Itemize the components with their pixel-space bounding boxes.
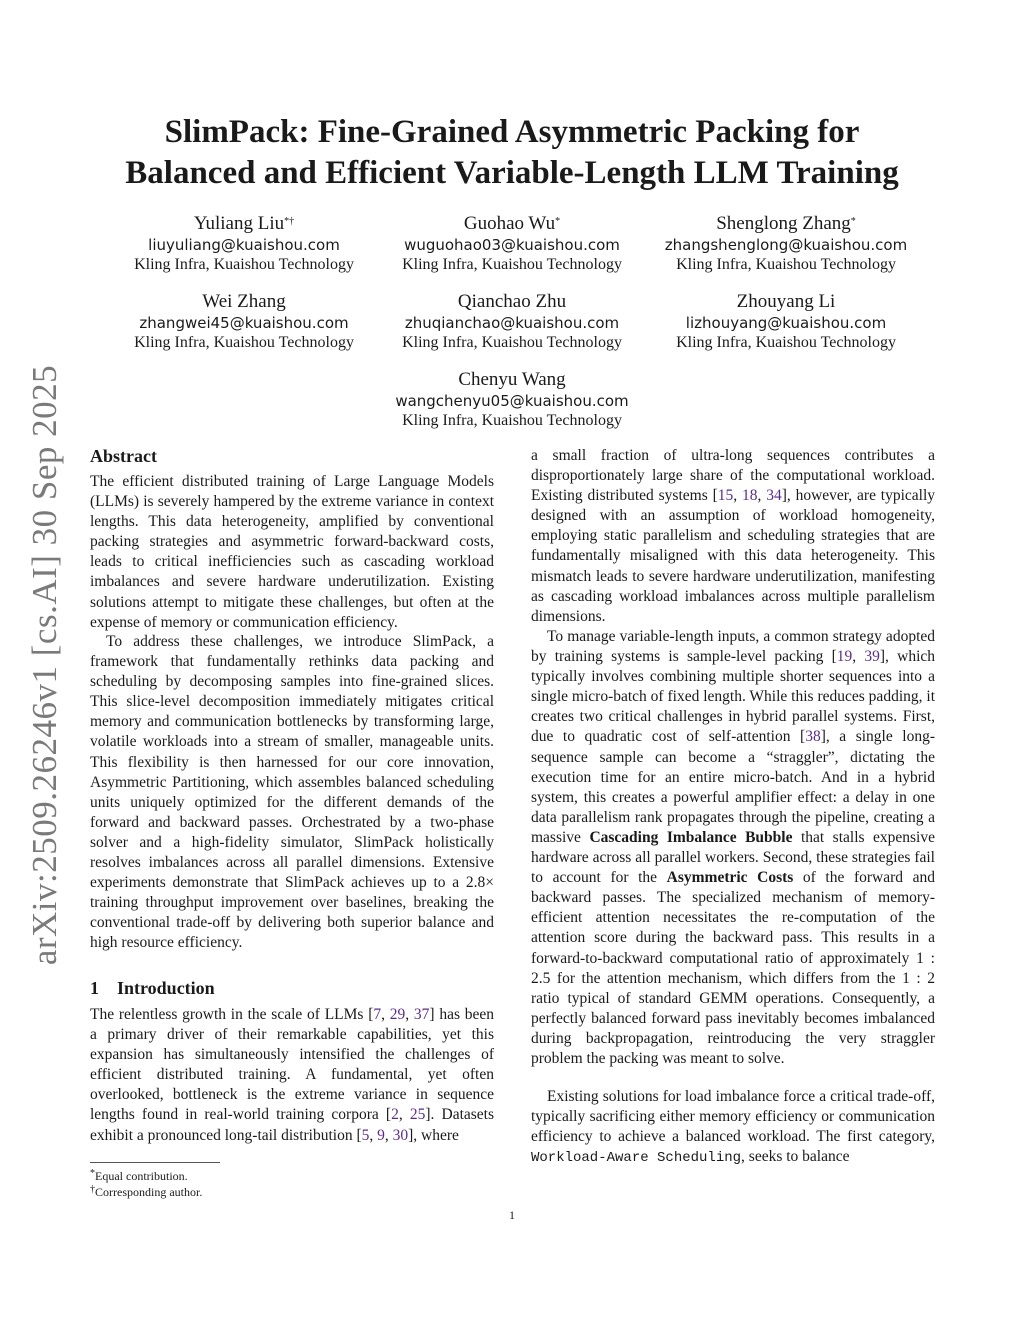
citation-link[interactable]: 30 xyxy=(392,1126,409,1144)
author-affiliation: Kling Infra, Kuaishou Technology xyxy=(134,256,354,273)
author-email: zhuqianchao@kuaishou.com xyxy=(404,314,620,332)
bold-term: Cascading Imbalance Bubble xyxy=(589,828,793,846)
author-email: lizhouyang@kuaishou.com xyxy=(685,314,887,332)
citation-link[interactable]: 39 xyxy=(864,648,880,666)
author-block xyxy=(372,369,652,431)
body-paragraph: Existing solutions for load imbalance force a critical trade-off, typically sacrificing either memory efficiency or communication efficiency to achieve a balanced workload. The first category, Workload-Aware Scheduling, seeks to balance xyxy=(531,1088,935,1167)
author-email: zhangwei45@kuaishou.com xyxy=(139,314,349,332)
bold-term: Asymmetric Costs xyxy=(666,869,794,887)
author-name: Qianchao Zhu xyxy=(457,291,567,312)
footnote: †Corresponding author. xyxy=(90,1184,203,1199)
author-affiliation: Kling Infra, Kuaishou Technology xyxy=(134,334,354,351)
title-line-1: SlimPack: Fine-Grained Asymmetric Packing for xyxy=(164,114,860,150)
author-block xyxy=(104,291,384,353)
author-name: Wei Zhang xyxy=(202,291,286,312)
author-name: Zhouyang Li xyxy=(736,291,836,312)
author-name: Guohao Wu xyxy=(463,213,556,234)
author-affiliation: Kling Infra, Kuaishou Technology xyxy=(676,334,896,351)
footnote: *Equal contribution. xyxy=(90,1168,188,1183)
author-marks: *† xyxy=(284,216,295,227)
author-affiliation: Kling Infra, Kuaishou Technology xyxy=(402,334,622,351)
author-email: wangchenyu05@kuaishou.com xyxy=(395,392,629,410)
citation-link[interactable]: 5 xyxy=(361,1126,370,1144)
author-affiliation: Kling Infra, Kuaishou Technology xyxy=(402,412,622,429)
citation-link[interactable]: 29 xyxy=(389,1006,406,1023)
abstract-heading: Abstract xyxy=(90,446,157,466)
citation-link[interactable]: 19 xyxy=(836,648,853,666)
citation-link[interactable]: 34 xyxy=(766,487,782,505)
author-email: zhangshenglong@kuaishou.com xyxy=(664,236,908,254)
author-block xyxy=(646,291,926,353)
page-number: 1 xyxy=(509,1208,515,1222)
arxiv-identifier-stamp xyxy=(10,364,80,966)
author-block xyxy=(372,291,652,353)
author-name: Chenyu Wang xyxy=(458,369,566,390)
section-number: 1 xyxy=(90,978,99,998)
body-paragraph: To manage variable-length inputs, a common strategy adopted by training systems is sample-level packing [19, 39], which typically involves combining multiple shorter sequences into a single micro-batch of fixed length. While this reduces padding, it creates two critical challenges in hybrid parallel systems. First, due to quadratic cost of self-attention [38], a single long-sequence sample can become a “straggler”, dictating the execution time for an entire micro-batch. And in a hybrid system, this creates a powerful amplifier effect: a delay in one data parallelism rank propagates through the pipeline, creating a massive Cascading Imbalance Bubble that stalls expensive hardware across all parallel workers. Second, these strategies fail to account for the Asymmetric Costs of the forward and backward passes. The specialized mechanism of memory-efficient attention necessitates the re-computation of the attention score during the backward pass. This results in a forward-to-backward computational ratio of approximately 1 : 2.5 for the attention mechanism, which differs from the 1 : 2 ratio typical of standard GEMM operations. Consequently, a perfectly balanced forward pass inevitably becomes imbalanced during backpropagation, reintroducing the very straggler problem the packing was meant to solve. xyxy=(531,628,936,1067)
author-affiliation: Kling Infra, Kuaishou Technology xyxy=(676,256,896,273)
author-marks: * xyxy=(555,216,561,227)
arxiv-stamp-text: arXiv:2509.26246v1 [cs.AI] 30 Sep 2025 xyxy=(25,364,64,966)
body-paragraph: a small fraction of ultra-long sequences contributes a disproportionately large share of the computational workload. Existing distributed systems [15, 18, 34], however, are typically designed with an assumption of workload homogeneity, employing static parallelism and scheduling strategies that are fundamentally misaligned with this data heterogeneity. This mismatch leads to severe hardware underutilization, manifesting as cascading workload imbalances across multiple parallelism dimensions. xyxy=(531,447,936,625)
citation-link[interactable]: 7 xyxy=(373,1006,382,1023)
body-paragraph: The relentless growth in the scale of LLMs [7, 29, 37] has been a primary driver of their remarkable capabilities, yet this expansion has simultaneously intensified the challenges of efficient distributed training. A fundamental, yet often overlooked, bottleneck is the extreme variance in sequence lengths found in real-world training corpora [2, 25]. Datasets exhibit a pronounced long-tail distribution [5, 9, 30], where xyxy=(90,1006,495,1144)
author-block xyxy=(646,213,926,275)
section-title: Introduction xyxy=(117,978,215,998)
citation-link[interactable]: 15 xyxy=(717,487,734,505)
citation-link[interactable]: 25 xyxy=(409,1106,426,1124)
abstract-paragraph: To address these challenges, we introduce SlimPack, a framework that fundamentally rethinks data packing and scheduling by decomposing samples into fine-grained slices. This slice-level decomposition immediately mitigates critical memory and communication bottlenecks by transforming large, volatile workloads into a stream of smaller, manageable units. This flexibility is then harnessed for our core innovation, Asymmetric Partitioning, which assembles balanced scheduling units uniquely optimized for the different demands of the forward and backward passes. Orchestrated by a two-phase solver and a high-fidelity simulator, SlimPack holistically resolves imbalances across all parallel dimensions. Extensive experiments demonstrate that SlimPack achieves up to a 2.8× training throughput improvement over baselines, breaking the conventional trade-off by delivering both superior balance and high resource efficiency. xyxy=(90,633,494,952)
citation-link[interactable]: 38 xyxy=(805,728,821,746)
author-block xyxy=(104,213,384,275)
author-email: wuguohao03@kuaishou.com xyxy=(404,236,620,254)
code-term: Workload-Aware Scheduling xyxy=(531,1150,742,1167)
author-name: Yuliang Liu xyxy=(193,213,285,234)
author-marks: * xyxy=(850,216,856,227)
citation-link[interactable]: 2 xyxy=(391,1106,399,1124)
author-block xyxy=(372,213,652,275)
author-email: liuyuliang@kuaishou.com xyxy=(148,236,340,254)
title-line-2: Balanced and Efficient Variable-Length LLM Training xyxy=(125,155,899,191)
citation-link[interactable]: 37 xyxy=(413,1006,430,1023)
author-affiliation: Kling Infra, Kuaishou Technology xyxy=(402,256,622,273)
section-heading xyxy=(90,977,215,999)
abstract-paragraph: The efficient distributed training of Large Language Models (LLMs) is severely hampered by the extreme variance in context lengths. This data heterogeneity, amplified by conventional packing strategies and asymmetric forward-backward costs, leads to critical inefficiencies such as cascading workload imbalances and severe hardware underutilization. Existing solutions attempt to mitigate these challenges, but often at the expense of memory or communication efficiency. xyxy=(90,473,494,631)
citation-link[interactable]: 9 xyxy=(377,1126,385,1144)
citation-link[interactable]: 18 xyxy=(741,487,758,505)
paper-title xyxy=(60,112,964,194)
author-name: Shenglong Zhang xyxy=(716,213,851,234)
footnote-divider xyxy=(90,1162,220,1163)
